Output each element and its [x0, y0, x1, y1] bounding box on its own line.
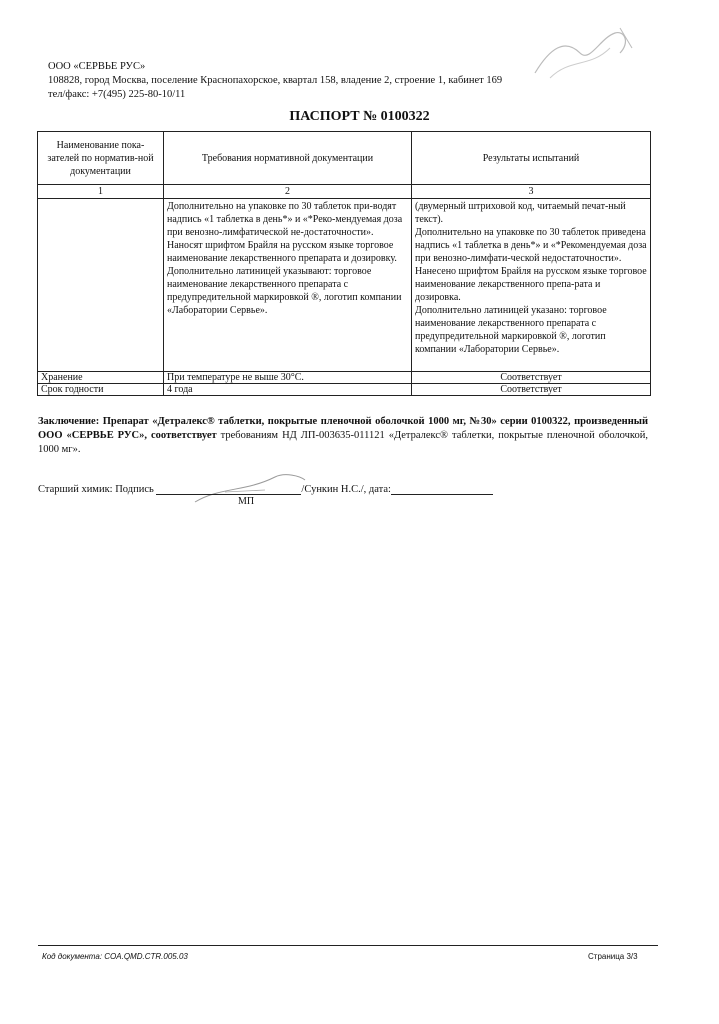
- table-cell-result: [412, 199, 651, 372]
- signature-blank: [156, 482, 301, 495]
- table-cell-indicator: [38, 199, 164, 372]
- document-title: ПАСПОРТ № 0100322: [289, 109, 430, 124]
- column-header-results: Результаты испытаний: [412, 132, 651, 185]
- table-row: [38, 384, 651, 396]
- table-cell-requirement: При температуре не выше 30°С.: [164, 372, 412, 384]
- conclusion-manufacturer: произведенный ООО «СЕРВЬЕ РУС», соответствует: [38, 416, 648, 441]
- company-address: 108828, город Москва, поселение Краснопахорское, квартал 158, владение 2, строение 1, кабинет 169: [48, 75, 503, 86]
- signature-line: [38, 482, 598, 495]
- table-header-row: [38, 132, 651, 185]
- conclusion-product: Препарат «Детралекс® таблетки, покрытые пленочной оболочкой 1000 мг, №30» серии 0100322,: [99, 416, 575, 427]
- column-number: 1: [38, 185, 164, 199]
- result-paragraph: (двумерный штриховой код, читаемый печат-ный текст).: [415, 201, 626, 225]
- specification-table: [37, 131, 651, 396]
- signature-name: /Сункин Н.С./, дата:: [301, 484, 391, 495]
- table-row: [38, 199, 651, 372]
- conclusion-standard: требованиям НД ЛП-003635-011121 «Детралекс® таблетки, покрытые пленочной оболочкой, 1000 мг».: [38, 430, 648, 455]
- document-code: Код документа: COA.QMD.CTR.005.03: [42, 952, 188, 961]
- conclusion-text: [38, 415, 648, 457]
- requirement-paragraph: Дополнительно на упаковке по 30 таблеток при-водят надпись «1 таблетка в день*» и «*Реко-мендуемая доза при венозно-лимфатической не-достаточности».: [167, 201, 403, 238]
- table-cell-requirement: [164, 199, 412, 372]
- column-number: 2: [164, 185, 412, 199]
- conclusion-label: Заключение:: [38, 416, 100, 427]
- column-header-indicator: Наименование пока-зателей по норматив-ной документации: [38, 132, 164, 185]
- requirement-paragraph: Наносят шрифтом Брайля на русском языке торговое наименование лекарственного препарата и дозировку.: [167, 240, 397, 264]
- company-header: [48, 60, 668, 102]
- table-cell-indicator: Хранение: [38, 372, 164, 384]
- footer-divider: [38, 945, 658, 946]
- column-header-requirements: Требования нормативной документации: [164, 132, 412, 185]
- stamp-place-label: МП: [238, 496, 255, 507]
- table-cell-result: Соответствует: [412, 372, 651, 384]
- table-row: [38, 372, 651, 384]
- requirement-paragraph: Дополнительно латиницей указывают: торговое наименование лекарственного препарата с предупредительной маркировкой ®, логотип компании «Лаборатории Сервье».: [167, 266, 402, 316]
- table-cell-result: Соответствует: [412, 384, 651, 396]
- result-paragraph: Дополнительно на упаковке по 30 таблеток приведена надпись «1 таблетка в день*» и «*Рекомендуемая доза при венозно-лимфати-ческой недостаточности».: [415, 227, 647, 264]
- page-number: Страница 3/3: [588, 952, 638, 961]
- column-number-row: [38, 185, 651, 199]
- signature-role: Старший химик: Подпись: [38, 484, 154, 495]
- company-name: ООО «СЕРВЬЕ РУС»: [48, 61, 146, 72]
- table-cell-requirement: 4 года: [164, 384, 412, 396]
- column-number: 3: [412, 185, 651, 199]
- company-phone: тел/факс: +7(495) 225-80-10/11: [48, 89, 186, 100]
- result-paragraph: Дополнительно латиницей указано: торговое наименование лекарственного препарата с предупредительной маркировкой ®, логотип компании «Лаборатории Сервье».: [415, 305, 607, 355]
- result-paragraph: Нанесено шрифтом Брайля на русском языке торговое наименование лекарственного препа-рата и дозировка.: [415, 266, 647, 303]
- table-cell-indicator: Срок годности: [38, 384, 164, 396]
- date-blank: [391, 482, 493, 495]
